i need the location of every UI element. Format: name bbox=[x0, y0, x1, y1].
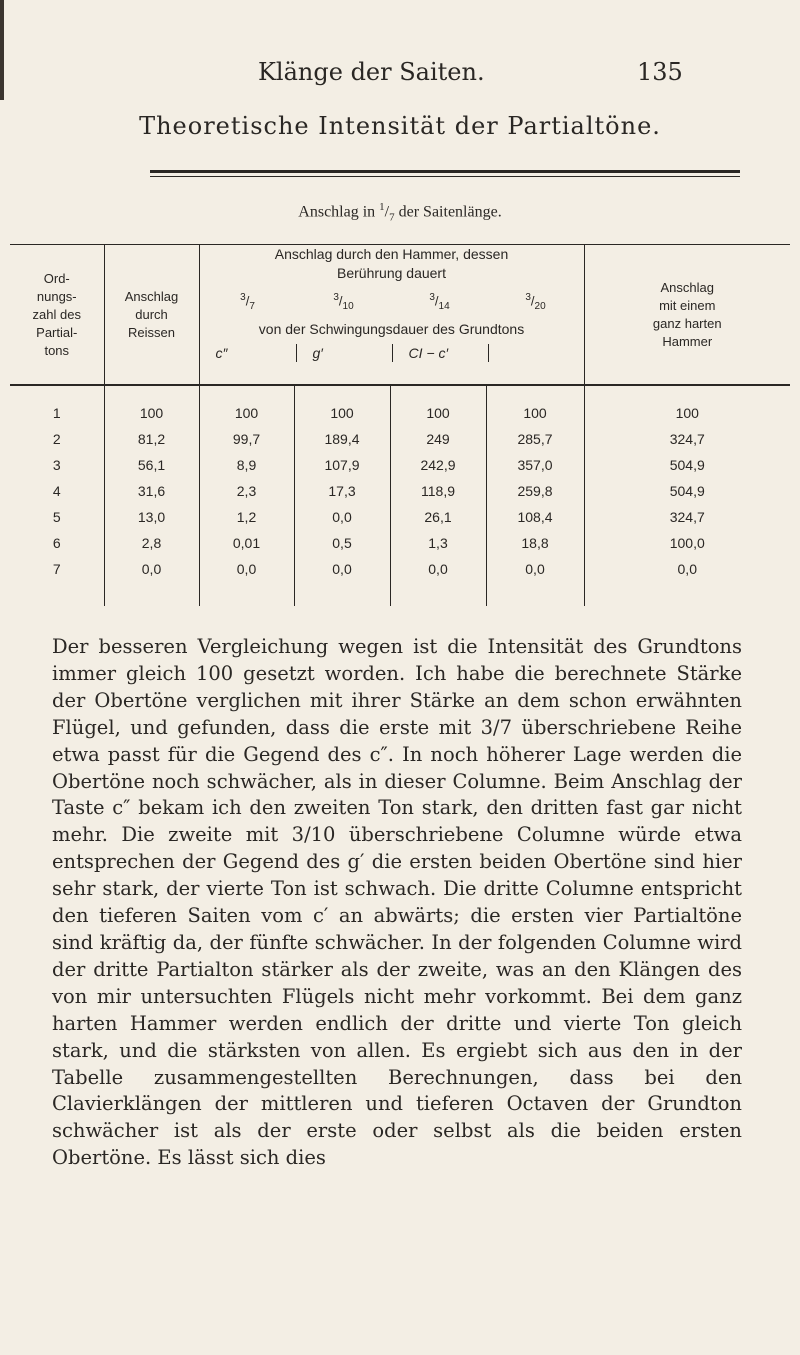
table-cell: 0,0 bbox=[199, 556, 294, 582]
header-reissen: Anschlag durch Reissen bbox=[104, 245, 199, 386]
table-cell: 100 bbox=[199, 400, 294, 426]
table-cell: 2,3 bbox=[199, 478, 294, 504]
table-cell: 31,6 bbox=[104, 478, 199, 504]
table-cell: 107,9 bbox=[294, 452, 390, 478]
table-cell: 0,0 bbox=[294, 504, 390, 530]
table-cell: 6 bbox=[52, 535, 61, 551]
tone-labels: c″ g′ CI − c′ bbox=[200, 344, 584, 362]
table-cell: 2 bbox=[52, 431, 61, 447]
page-number: 135 bbox=[637, 58, 683, 86]
table-cell: 81,2 bbox=[104, 426, 199, 452]
table-cell: 18,8 bbox=[486, 530, 584, 556]
table-cell: 118,9 bbox=[390, 478, 486, 504]
table-cell: 99,7 bbox=[199, 426, 294, 452]
table-cell: 0,0 bbox=[584, 556, 790, 582]
table-row bbox=[10, 400, 790, 426]
table-cell: 7 bbox=[52, 561, 61, 577]
table-cell: 504,9 bbox=[584, 478, 790, 504]
table-header-row bbox=[10, 245, 790, 386]
title-rule-thin bbox=[150, 176, 740, 177]
table-cell: 0,0 bbox=[390, 556, 486, 582]
table-row bbox=[10, 556, 790, 582]
header-ordnungszahl: Ord- nungs- zahl des Partial- tons bbox=[10, 245, 104, 386]
fraction-3-7: 3/7 bbox=[480, 715, 512, 739]
header-hammer-group: Anschlag durch den Hammer, dessen Berührung dauert $^3/_7$ $^3/_{10}$ $^3/_{14}$ $^3/_{20}$ von der Schwingungsdauer des Grundtons c″ g′ CI − c′ bbox=[199, 245, 584, 386]
table-cell: 0,0 bbox=[104, 556, 199, 582]
table-cell: 4 bbox=[52, 483, 61, 499]
table-row bbox=[10, 426, 790, 452]
table-caption: Anschlag in $^1/_7$ der Saitenlänge. bbox=[298, 201, 502, 224]
body-paragraph: Der besseren Vergleichung wegen ist die Intensität des Grundtons immer gleich 100 gesetzt worden. Ich habe die berechnete Stärke der Obertöne verglichen mit ihrer Stärke an dem schon erwähnten Flügel, und gefunden, dass die erste mit 3/7 überschriebene Reihe etwa passt für die Gegend des c″. In noch höherer Lage werden die Obertöne noch schwächer, als in dieser Columne. Beim Anschlag der Taste c″ bekam ich den zweiten Ton stark, den dritten fast gar nicht mehr. Die zweite mit 3/10 überschriebene Columne würde etwa entsprechen der Gegend des g′ die ersten beiden Obertöne sind hier sehr stark, der vierte Ton ist schwach. Die dritte Columne entspricht den tieferen Saiten vom c′ an abwärts; die ersten vier Partialtöne sind kräftig da, der fünfte schwächer. In der folgenden Columne wird der dritte Partialton stärker als der zweite, was an den Klängen des von mir untersuchten Flügels nicht mehr vorkommt. Bei dem ganz harten Hammer werden endlich der dritte und vierte Ton gleich stark, und die stärksten von allen. Es ergiebt sich aus den in der Tabelle zusammengestellten Berechnungen, dass bei den Clavierklängen der mittleren und tieferen Octaven der Grundton schwächer ist als der erste oder selbst als die beiden ersten Obertöne. Es lässt sich dies bbox=[52, 635, 742, 1170]
table-cell: 189,4 bbox=[294, 426, 390, 452]
table-cell: 100 bbox=[390, 400, 486, 426]
table-row bbox=[10, 478, 790, 504]
table-cell: 17,3 bbox=[294, 478, 390, 504]
table-cell: 249 bbox=[390, 426, 486, 452]
table-cell: 100 bbox=[584, 400, 790, 426]
table-cell: 1 bbox=[52, 405, 61, 421]
running-title: Klänge der Saiten. bbox=[258, 58, 485, 86]
table-cell: 13,0 bbox=[104, 504, 199, 530]
table-cell: 504,9 bbox=[584, 452, 790, 478]
contact-duration-fractions: $^3/_7$ $^3/_{10}$ $^3/_{14}$ $^3/_{20}$ bbox=[240, 292, 546, 312]
table-cell: 3 bbox=[52, 457, 61, 473]
table-cell: 100 bbox=[486, 400, 584, 426]
table-cell: 324,7 bbox=[584, 426, 790, 452]
table-cell: 0,5 bbox=[294, 530, 390, 556]
table-body bbox=[10, 400, 790, 582]
table-cell: 8,9 bbox=[199, 452, 294, 478]
section-title: Theoretische Intensität der Partialtöne. bbox=[139, 112, 661, 140]
header-hard-hammer: Anschlag mit einem ganz harten Hammer bbox=[584, 245, 790, 386]
table-cell: 5 bbox=[52, 509, 61, 525]
table-cell: 108,4 bbox=[486, 504, 584, 530]
fraction-3-10: 3/10 bbox=[291, 823, 336, 847]
table-cell: 26,1 bbox=[390, 504, 486, 530]
table-cell: 100 bbox=[104, 400, 199, 426]
table-cell: 2,8 bbox=[104, 530, 199, 556]
table-cell: 324,7 bbox=[584, 504, 790, 530]
table-cell: 100,0 bbox=[584, 530, 790, 556]
table-cell: 285,7 bbox=[486, 426, 584, 452]
intensity-table bbox=[10, 244, 790, 606]
table-row bbox=[10, 504, 790, 530]
table-cell: 56,1 bbox=[104, 452, 199, 478]
table-cell: 0,01 bbox=[199, 530, 294, 556]
table-cell: 0,0 bbox=[486, 556, 584, 582]
table-cell: 259,8 bbox=[486, 478, 584, 504]
table-cell: 357,0 bbox=[486, 452, 584, 478]
table-cell: 1,2 bbox=[199, 504, 294, 530]
table-row bbox=[10, 452, 790, 478]
table-row bbox=[10, 530, 790, 556]
running-header bbox=[0, 58, 800, 88]
table-cell: 1,3 bbox=[390, 530, 486, 556]
title-rule-thick bbox=[150, 170, 740, 173]
table-cell: 242,9 bbox=[390, 452, 486, 478]
table-cell: 100 bbox=[294, 400, 390, 426]
table-cell: 0,0 bbox=[294, 556, 390, 582]
